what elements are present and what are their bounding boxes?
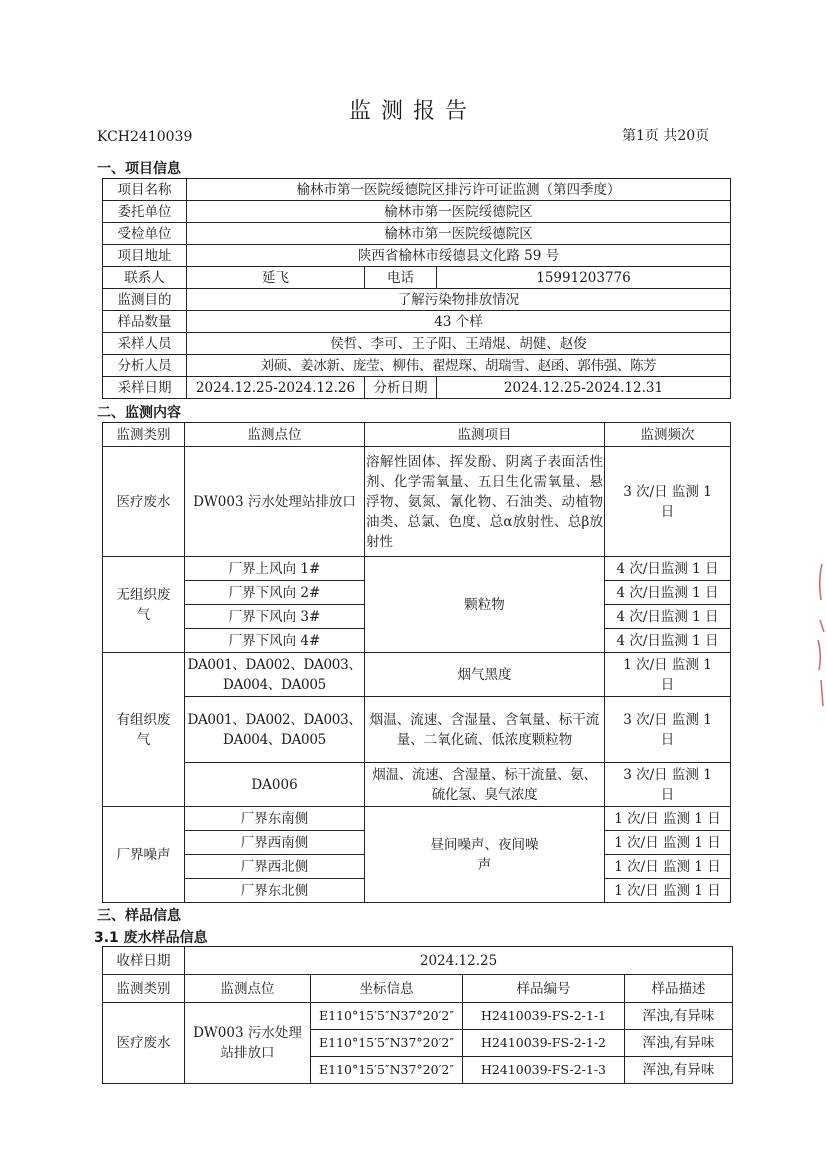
table-row (103, 557, 731, 581)
table-row (103, 947, 733, 975)
cell-label: 联系人 (103, 267, 187, 289)
items-noise: 昼间噪声、夜间噪声 (365, 807, 605, 903)
header-category: 监测类别 (103, 975, 185, 1003)
cell-label: 项目地址 (103, 245, 187, 267)
page-info: 第1页 共20页 (622, 128, 710, 144)
table-row (103, 1003, 733, 1030)
point-noise-1: 厂界东南侧 (185, 807, 365, 831)
table-row (103, 653, 731, 697)
desc-3: 浑浊,有异味 (625, 1057, 733, 1084)
items-medical: 溶解性固体、挥发酚、阴离子表面活性剂、化学需氧量、五日生化需氧量、悬浮物、氨氮、氰化物、石油类、动植物油类、总氯、色度、总α放射性、总β放射性 (365, 447, 605, 557)
table-row (103, 245, 731, 267)
items-organized-3: 烟温、流速、含湿量、标干流量、氨、硫化氢、臭气浓度 (365, 763, 605, 807)
freq-fugitive-3: 4 次/日监测 1 日 (605, 605, 731, 629)
freq-organized-1: 1 次/日 监测 1 日 (605, 653, 731, 697)
category-fugitive: 无组织废气 (103, 557, 185, 653)
freq-fugitive-2: 4 次/日监测 1 日 (605, 581, 731, 605)
header-items: 监测项目 (365, 423, 605, 447)
table-row (103, 355, 731, 377)
cell-label: 采样日期 (103, 377, 187, 399)
page-title: 监测报告 (348, 99, 477, 124)
header-point: 监测点位 (185, 423, 365, 447)
table-row (103, 179, 731, 201)
cell-value: 了解污染物排放情况 (187, 289, 731, 311)
header-coord: 坐标信息 (311, 975, 463, 1003)
coord-3: E110°15′5″N37°20′2″ (311, 1057, 463, 1084)
point-fugitive-3: 厂界下风向 3# (185, 605, 365, 629)
cell-value: 刘硕、姜冰新、庞莹、柳伟、翟煜琛、胡瑞雪、赵函、郭伟强、陈芳 (187, 355, 731, 377)
point-noise-2: 厂界西南侧 (185, 831, 365, 855)
cell-value: 榆林市第一医院绥德院区 (187, 201, 731, 223)
point-organized-1: DA001、DA002、DA003、DA004、DA005 (185, 653, 365, 697)
cell-value: 2024.12.25-2024.12.26 (187, 377, 365, 399)
point-noise-3: 厂界西北侧 (185, 855, 365, 879)
items-organized-1: 烟气黑度 (365, 653, 605, 697)
freq-fugitive-1: 4 次/日监测 1 日 (605, 557, 731, 581)
cell-value: 榆林市第一医院绥德院区排污许可证监测（第四季度） (187, 179, 731, 201)
cell-value: 榆林市第一医院绥德院区 (187, 223, 731, 245)
code-2: H2410039-FS-2-1-2 (463, 1030, 625, 1057)
monitoring-content-table (102, 422, 731, 903)
desc-1: 浑浊,有异味 (625, 1003, 733, 1030)
code-3: H2410039-FS-2-1-3 (463, 1057, 625, 1084)
table-row (103, 377, 731, 399)
cell-label: 收样日期 (103, 947, 185, 975)
section1-heading: 一、项目信息 (97, 161, 181, 177)
section3-heading: 三、样品信息 (97, 908, 181, 924)
table-row (103, 267, 731, 289)
doc-number: KCH2410039 (97, 129, 193, 145)
table-row (103, 223, 731, 245)
table-row (103, 763, 731, 807)
table-row (103, 333, 731, 355)
cell-label: 分析人员 (103, 355, 187, 377)
table-row (103, 311, 731, 333)
cell-label: 样品数量 (103, 311, 187, 333)
freq-noise-3: 1 次/日 监测 1 日 (605, 855, 731, 879)
sample-info-table (102, 946, 733, 1084)
freq-noise-2: 1 次/日 监测 1 日 (605, 831, 731, 855)
category-medical: 医疗废水 (103, 447, 185, 557)
header-point: 监测点位 (185, 975, 311, 1003)
cell-value: 陕西省榆林市绥德县文化路 59 号 (187, 245, 731, 267)
items-organized-2: 烟温、流速、含湿量、含氧量、标干流量、二氧化硫、低浓度颗粒物 (365, 697, 605, 763)
point-organized-2: DA001、DA002、DA003、DA004、DA005 (185, 697, 365, 763)
code-1: H2410039-FS-2-1-1 (463, 1003, 625, 1030)
cell-value: 43 个样 (187, 311, 731, 333)
table-row (103, 807, 731, 831)
table-row (103, 697, 731, 763)
cell-label: 电话 (365, 267, 437, 289)
header-desc: 样品描述 (625, 975, 733, 1003)
cell-value: 侯哲、李可、王子阳、王靖焜、胡健、赵俊 (187, 333, 731, 355)
header-code: 样品编号 (463, 975, 625, 1003)
desc-2: 浑浊,有异味 (625, 1030, 733, 1057)
cell-label: 分析日期 (365, 377, 437, 399)
freq-organized-2: 3 次/日 监测 1 日 (605, 697, 731, 763)
section2-heading: 二、监测内容 (97, 405, 181, 421)
cell-label: 采样人员 (103, 333, 187, 355)
point-medical: DW003 污水处理站排放口 (185, 447, 365, 557)
header-category: 监测类别 (103, 423, 185, 447)
cell-label: 受检单位 (103, 223, 187, 245)
cell-label: 监测目的 (103, 289, 187, 311)
section3-1-heading: 3.1 废水样品信息 (94, 930, 208, 946)
point-noise-4: 厂界东北侧 (185, 879, 365, 903)
table-row (103, 289, 731, 311)
header-frequency: 监测频次 (605, 423, 731, 447)
freq-organized-3: 3 次/日 监测 1 日 (605, 763, 731, 807)
cell-value: 2024.12.25-2024.12.31 (437, 377, 731, 399)
point-fugitive-2: 厂界下风向 2# (185, 581, 365, 605)
freq-noise-1: 1 次/日 监测 1 日 (605, 807, 731, 831)
cell-value: 2024.12.25 (185, 947, 733, 975)
point-medical: DW003 污水处理站排放口 (185, 1003, 311, 1084)
point-organized-3: DA006 (185, 763, 365, 807)
cell-label: 项目名称 (103, 179, 187, 201)
table-header-row (103, 423, 731, 447)
freq-noise-4: 1 次/日 监测 1 日 (605, 879, 731, 903)
seal-fragment-icon (806, 560, 826, 710)
cell-label: 委托单位 (103, 201, 187, 223)
table-header-row (103, 975, 733, 1003)
coord-1: E110°15′5″N37°20′2″ (311, 1003, 463, 1030)
freq-medical: 3 次/日 监测 1 日 (605, 447, 731, 557)
table-row (103, 201, 731, 223)
cell-value: 15991203776 (437, 267, 731, 289)
project-info-table (102, 178, 731, 399)
point-fugitive-4: 厂界下风向 4# (185, 629, 365, 653)
items-fugitive: 颗粒物 (365, 557, 605, 653)
freq-fugitive-4: 4 次/日监测 1 日 (605, 629, 731, 653)
point-fugitive-1: 厂界上风向 1# (185, 557, 365, 581)
cell-value: 延飞 (187, 267, 365, 289)
table-row (103, 447, 731, 557)
coord-2: E110°15′5″N37°20′2″ (311, 1030, 463, 1057)
category-noise: 厂界噪声 (103, 807, 185, 903)
category-organized: 有组织废气 (103, 653, 185, 807)
category-medical: 医疗废水 (103, 1003, 185, 1084)
